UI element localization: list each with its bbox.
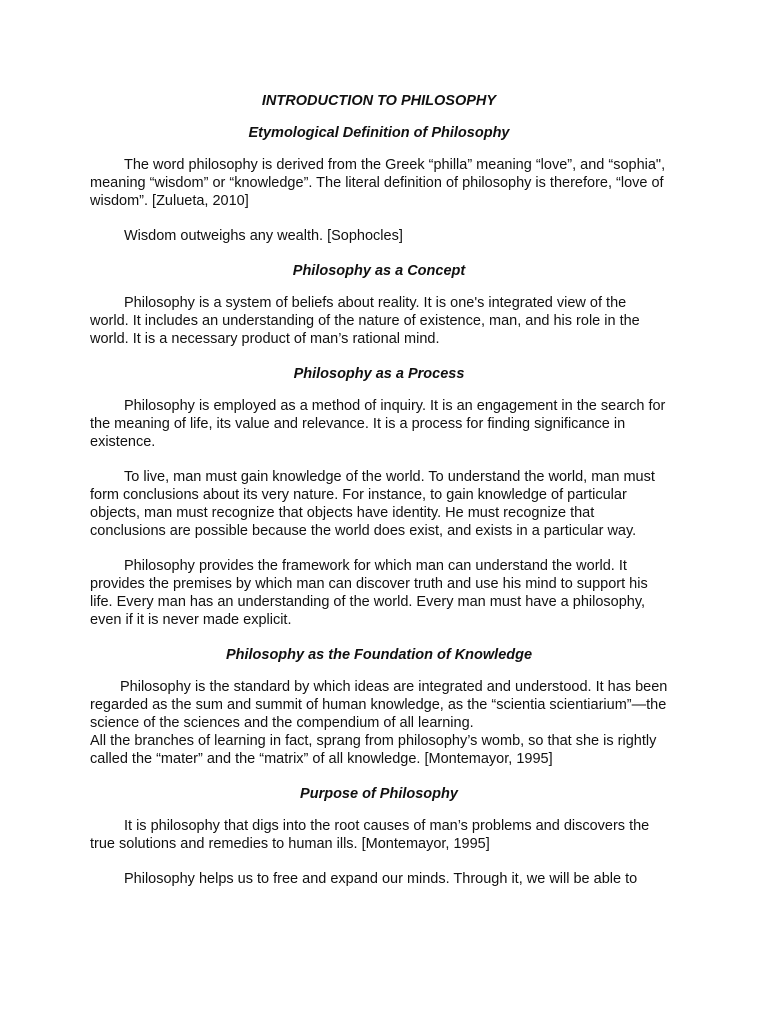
paragraph-process-framework: Philosophy provides the framework for which man can understand the world. It provides the premises by which man can discover truth and use his mind to support his life. Every man has an understanding of the world. Every man must have a philosophy, even if it is never made explicit. (90, 558, 648, 628)
paragraph-concept: Philosophy is a system of beliefs about reality. It is one's integrated view of the world. It includes an understanding of the nature of existence, man, and his role in the world. It is a necessary product of man’s rational mind. (90, 295, 640, 347)
paragraph-process-knowledge: To live, man must gain knowledge of the world. To understand the world, man must form conclusions about its very nature. For instance, to gain knowledge of particular objects, man must recognize that objects have identity. He must recognize that conclusions are possible because the world does exist, and exists in a particular way. (90, 469, 655, 539)
paragraph-quote-sophocles: Wisdom outweighs any wealth. [Sophocles] (124, 228, 403, 244)
paragraph-foundation-standard: Philosophy is the standard by which ideas are integrated and understood. It has been regarded as the sum and summit of human knowledge, as the “scientia scientiarium”—the science of the sciences and the compendium of all learning. (90, 679, 668, 731)
paragraph-foundation-branches: All the branches of learning in fact, sprang from philosophy’s womb, so that she is rightly called the “mater” and the “matrix” of all knowledge. [Montemayor, 1995] (90, 733, 657, 767)
paragraph-purpose-root-causes: It is philosophy that digs into the root causes of man’s problems and discovers the true solutions and remedies to human ills. [Montemayor, 1995] (90, 818, 650, 852)
section-heading-concept: Philosophy as a Concept (292, 263, 466, 279)
paragraph-etymology: The word philosophy is derived from the Greek “philla” meaning “love”, and “sophia", meaning “wisdom” or “knowledge”. The literal definition of philosophy is therefore, “love of wisdom”. [Zulueta, 2010] (90, 157, 666, 209)
section-heading-foundation: Philosophy as the Foundation of Knowledge (225, 647, 533, 663)
paragraph-purpose-free-minds: Philosophy helps us to free and expand our minds. Through it, we will be able to (124, 871, 638, 887)
paragraph-process-inquiry: Philosophy is employed as a method of inquiry. It is an engagement in the search for the meaning of life, its value and relevance. It is a process for finding significance in existence. (90, 398, 666, 450)
document-title: INTRODUCTION TO PHILOSOPHY (261, 93, 497, 109)
section-heading-etymology: Etymological Definition of Philosophy (248, 125, 510, 141)
section-heading-purpose: Purpose of Philosophy (300, 786, 458, 802)
section-heading-process: Philosophy as a Process (293, 366, 465, 382)
